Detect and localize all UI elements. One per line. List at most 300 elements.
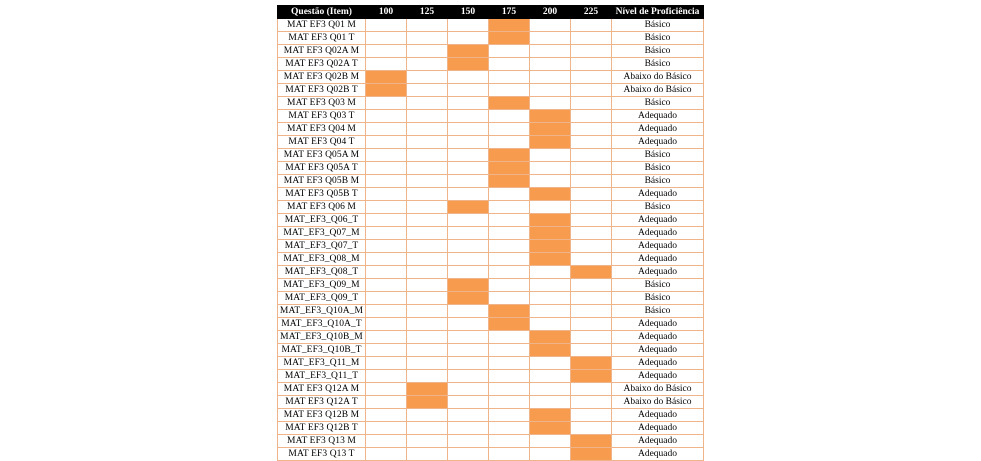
level-cell-150 <box>448 318 489 331</box>
level-marker-175 <box>489 97 530 110</box>
level-cell-225 <box>571 305 612 318</box>
proficiency-label: Básico <box>612 279 704 292</box>
item-cell: MAT EF3 Q02A M <box>278 45 366 58</box>
item-cell: MAT EF3 Q05B T <box>278 188 366 201</box>
level-cell-200 <box>530 448 571 461</box>
table-row <box>278 45 704 58</box>
level-cell-150 <box>448 227 489 240</box>
level-cell-225 <box>571 32 612 45</box>
level-cell-125 <box>407 45 448 58</box>
proficiency-label: Adequado <box>612 240 704 253</box>
level-cell-100 <box>366 188 407 201</box>
level-cell-175 <box>489 344 530 357</box>
level-cell-225 <box>571 201 612 214</box>
level-cell-125 <box>407 266 448 279</box>
level-cell-125 <box>407 214 448 227</box>
table-row <box>278 422 704 435</box>
item-cell: MAT EF3 Q04 T <box>278 136 366 149</box>
level-cell-225 <box>571 97 612 110</box>
level-cell-150 <box>448 123 489 136</box>
item-cell: MAT_EF3_Q10A_T <box>278 318 366 331</box>
level-cell-125 <box>407 162 448 175</box>
level-cell-200 <box>530 292 571 305</box>
proficiency-label: Adequado <box>612 253 704 266</box>
level-cell-175 <box>489 240 530 253</box>
level-cell-200 <box>530 19 571 32</box>
item-cell: MAT EF3 Q06 M <box>278 201 366 214</box>
level-marker-150 <box>448 58 489 71</box>
level-cell-200 <box>530 45 571 58</box>
item-cell: MAT EF3 Q05A T <box>278 162 366 175</box>
proficiency-label: Adequado <box>612 123 704 136</box>
item-cell: MAT_EF3_Q10B_M <box>278 331 366 344</box>
level-cell-225 <box>571 45 612 58</box>
table-row <box>278 84 704 97</box>
level-cell-225 <box>571 214 612 227</box>
level-cell-100 <box>366 19 407 32</box>
item-cell: MAT_EF3_Q07_T <box>278 240 366 253</box>
level-cell-150 <box>448 84 489 97</box>
item-cell: MAT EF3 Q03 M <box>278 97 366 110</box>
level-cell-200 <box>530 32 571 45</box>
level-cell-150 <box>448 97 489 110</box>
proficiency-label: Adequado <box>612 214 704 227</box>
item-cell: MAT EF3 Q13 M <box>278 435 366 448</box>
level-cell-175 <box>489 292 530 305</box>
level-cell-200 <box>530 201 571 214</box>
table-row <box>278 448 704 461</box>
table-row <box>278 253 704 266</box>
level-cell-175 <box>489 448 530 461</box>
proficiency-label: Básico <box>612 175 704 188</box>
proficiency-label: Abaixo do Básico <box>612 396 704 409</box>
table-body <box>278 19 704 461</box>
table-row <box>278 19 704 32</box>
level-cell-150 <box>448 409 489 422</box>
level-cell-100 <box>366 279 407 292</box>
item-cell: MAT EF3 Q05A M <box>278 149 366 162</box>
proficiency-label: Adequado <box>612 110 704 123</box>
level-cell-150 <box>448 71 489 84</box>
level-cell-100 <box>366 318 407 331</box>
level-cell-175 <box>489 110 530 123</box>
item-cell: MAT EF3 Q12A M <box>278 383 366 396</box>
level-marker-200 <box>530 136 571 149</box>
level-marker-225 <box>571 370 612 383</box>
level-marker-200 <box>530 110 571 123</box>
item-cell: MAT EF3 Q04 M <box>278 123 366 136</box>
level-cell-125 <box>407 84 448 97</box>
item-cell: MAT_EF3_Q07_M <box>278 227 366 240</box>
table-row <box>278 58 704 71</box>
level-cell-100 <box>366 344 407 357</box>
level-marker-200 <box>530 409 571 422</box>
level-marker-175 <box>489 162 530 175</box>
proficiency-label: Básico <box>612 292 704 305</box>
level-cell-100 <box>366 162 407 175</box>
table-row <box>278 149 704 162</box>
level-cell-125 <box>407 292 448 305</box>
proficiency-label: Básico <box>612 45 704 58</box>
table-row <box>278 240 704 253</box>
proficiency-label: Adequado <box>612 331 704 344</box>
level-cell-100 <box>366 331 407 344</box>
level-cell-100 <box>366 357 407 370</box>
item-cell: MAT_EF3_Q09_M <box>278 279 366 292</box>
level-cell-175 <box>489 71 530 84</box>
level-cell-150 <box>448 383 489 396</box>
level-cell-225 <box>571 344 612 357</box>
item-cell: MAT EF3 Q01 M <box>278 19 366 32</box>
level-cell-125 <box>407 331 448 344</box>
proficiency-label: Adequado <box>612 136 704 149</box>
level-marker-150 <box>448 45 489 58</box>
level-cell-100 <box>366 409 407 422</box>
level-marker-200 <box>530 253 571 266</box>
level-cell-150 <box>448 266 489 279</box>
table-row <box>278 396 704 409</box>
item-cell: MAT_EF3_Q10A_M <box>278 305 366 318</box>
level-cell-100 <box>366 214 407 227</box>
item-cell: MAT_EF3_Q08_M <box>278 253 366 266</box>
table-row <box>278 357 704 370</box>
level-cell-175 <box>489 435 530 448</box>
proficiency-label: Adequado <box>612 370 704 383</box>
header-proficiency: Nível de Proficiência <box>612 6 704 19</box>
table-row <box>278 435 704 448</box>
table-row <box>278 110 704 123</box>
level-cell-125 <box>407 32 448 45</box>
level-cell-225 <box>571 71 612 84</box>
level-cell-100 <box>366 97 407 110</box>
level-cell-125 <box>407 175 448 188</box>
level-marker-200 <box>530 240 571 253</box>
level-marker-175 <box>489 318 530 331</box>
table-row <box>278 201 704 214</box>
level-cell-225 <box>571 292 612 305</box>
header-175: 175 <box>489 6 530 19</box>
level-cell-225 <box>571 331 612 344</box>
level-cell-100 <box>366 149 407 162</box>
item-cell: MAT EF3 Q02B M <box>278 71 366 84</box>
header-150: 150 <box>448 6 489 19</box>
level-marker-200 <box>530 214 571 227</box>
level-cell-225 <box>571 84 612 97</box>
item-cell: MAT_EF3_Q08_T <box>278 266 366 279</box>
level-cell-200 <box>530 383 571 396</box>
proficiency-label: Básico <box>612 149 704 162</box>
level-cell-175 <box>489 214 530 227</box>
level-cell-175 <box>489 227 530 240</box>
header-225: 225 <box>571 6 612 19</box>
proficiency-label: Adequado <box>612 435 704 448</box>
level-cell-225 <box>571 149 612 162</box>
table-row <box>278 214 704 227</box>
level-cell-100 <box>366 227 407 240</box>
proficiency-label: Adequado <box>612 227 704 240</box>
level-cell-200 <box>530 435 571 448</box>
level-cell-150 <box>448 253 489 266</box>
proficiency-label: Básico <box>612 201 704 214</box>
level-cell-100 <box>366 240 407 253</box>
level-cell-150 <box>448 175 489 188</box>
proficiency-label: Básico <box>612 97 704 110</box>
proficiency-label: Adequado <box>612 422 704 435</box>
table-row <box>278 136 704 149</box>
table-row <box>278 279 704 292</box>
level-cell-100 <box>366 136 407 149</box>
level-marker-175 <box>489 175 530 188</box>
table-row <box>278 97 704 110</box>
level-cell-200 <box>530 357 571 370</box>
header-125: 125 <box>407 6 448 19</box>
item-cell: MAT EF3 Q02A T <box>278 58 366 71</box>
table-row <box>278 227 704 240</box>
level-cell-200 <box>530 370 571 383</box>
table-row <box>278 370 704 383</box>
table-row <box>278 123 704 136</box>
level-cell-150 <box>448 240 489 253</box>
item-cell: MAT EF3 Q02B T <box>278 84 366 97</box>
proficiency-label: Básico <box>612 32 704 45</box>
level-cell-175 <box>489 357 530 370</box>
level-marker-225 <box>571 448 612 461</box>
table-row <box>278 305 704 318</box>
table-row <box>278 292 704 305</box>
level-cell-125 <box>407 149 448 162</box>
level-cell-200 <box>530 266 571 279</box>
header-item: Questão (Item) <box>278 6 366 19</box>
level-marker-100 <box>366 71 407 84</box>
item-cell: MAT_EF3_Q10B_T <box>278 344 366 357</box>
level-cell-150 <box>448 344 489 357</box>
level-cell-150 <box>448 305 489 318</box>
proficiency-label: Abaixo do Básico <box>612 383 704 396</box>
level-cell-125 <box>407 188 448 201</box>
level-cell-200 <box>530 71 571 84</box>
level-marker-125 <box>407 383 448 396</box>
level-cell-125 <box>407 240 448 253</box>
level-cell-100 <box>366 396 407 409</box>
level-cell-150 <box>448 370 489 383</box>
proficiency-label: Básico <box>612 58 704 71</box>
level-cell-100 <box>366 435 407 448</box>
item-cell: MAT_EF3_Q11_M <box>278 357 366 370</box>
table-row <box>278 331 704 344</box>
table-row <box>278 175 704 188</box>
level-marker-150 <box>448 292 489 305</box>
level-cell-175 <box>489 45 530 58</box>
table-row <box>278 71 704 84</box>
level-cell-150 <box>448 162 489 175</box>
level-cell-175 <box>489 58 530 71</box>
proficiency-label: Adequado <box>612 448 704 461</box>
level-marker-175 <box>489 19 530 32</box>
level-cell-200 <box>530 84 571 97</box>
item-cell: MAT EF3 Q05B M <box>278 175 366 188</box>
level-cell-175 <box>489 370 530 383</box>
proficiency-label: Abaixo do Básico <box>612 84 704 97</box>
table-row <box>278 318 704 331</box>
level-cell-100 <box>366 253 407 266</box>
level-cell-225 <box>571 253 612 266</box>
level-cell-125 <box>407 357 448 370</box>
level-cell-225 <box>571 318 612 331</box>
item-cell: MAT_EF3_Q11_T <box>278 370 366 383</box>
level-cell-175 <box>489 136 530 149</box>
level-cell-150 <box>448 331 489 344</box>
level-cell-125 <box>407 136 448 149</box>
level-cell-200 <box>530 305 571 318</box>
level-cell-100 <box>366 175 407 188</box>
level-marker-125 <box>407 396 448 409</box>
level-marker-150 <box>448 201 489 214</box>
level-cell-125 <box>407 110 448 123</box>
header-100: 100 <box>366 6 407 19</box>
level-cell-125 <box>407 370 448 383</box>
level-cell-150 <box>448 110 489 123</box>
level-marker-175 <box>489 149 530 162</box>
level-cell-150 <box>448 188 489 201</box>
level-cell-125 <box>407 435 448 448</box>
level-marker-175 <box>489 305 530 318</box>
level-cell-150 <box>448 396 489 409</box>
item-cell: MAT EF3 Q13 T <box>278 448 366 461</box>
level-cell-175 <box>489 396 530 409</box>
level-cell-125 <box>407 123 448 136</box>
level-marker-225 <box>571 266 612 279</box>
level-cell-225 <box>571 227 612 240</box>
level-cell-100 <box>366 32 407 45</box>
level-marker-225 <box>571 357 612 370</box>
level-cell-200 <box>530 162 571 175</box>
level-cell-100 <box>366 305 407 318</box>
level-cell-200 <box>530 396 571 409</box>
level-cell-150 <box>448 357 489 370</box>
level-cell-175 <box>489 409 530 422</box>
level-marker-200 <box>530 188 571 201</box>
level-cell-100 <box>366 370 407 383</box>
level-cell-150 <box>448 149 489 162</box>
level-marker-225 <box>571 435 612 448</box>
level-cell-125 <box>407 422 448 435</box>
level-cell-100 <box>366 422 407 435</box>
level-marker-200 <box>530 123 571 136</box>
level-cell-125 <box>407 344 448 357</box>
item-cell: MAT EF3 Q01 T <box>278 32 366 45</box>
level-marker-200 <box>530 331 571 344</box>
level-cell-125 <box>407 201 448 214</box>
item-cell: MAT_EF3_Q09_T <box>278 292 366 305</box>
item-cell: MAT_EF3_Q06_T <box>278 214 366 227</box>
header-200: 200 <box>530 6 571 19</box>
level-cell-125 <box>407 58 448 71</box>
level-marker-200 <box>530 227 571 240</box>
level-cell-100 <box>366 383 407 396</box>
level-cell-150 <box>448 448 489 461</box>
level-marker-100 <box>366 84 407 97</box>
table-row <box>278 32 704 45</box>
level-cell-225 <box>571 409 612 422</box>
level-cell-175 <box>489 84 530 97</box>
level-cell-150 <box>448 32 489 45</box>
level-cell-100 <box>366 45 407 58</box>
level-marker-200 <box>530 422 571 435</box>
level-cell-150 <box>448 136 489 149</box>
proficiency-label: Básico <box>612 305 704 318</box>
level-cell-200 <box>530 58 571 71</box>
level-cell-125 <box>407 305 448 318</box>
level-cell-100 <box>366 292 407 305</box>
level-cell-125 <box>407 71 448 84</box>
level-cell-175 <box>489 123 530 136</box>
level-cell-225 <box>571 396 612 409</box>
level-cell-150 <box>448 214 489 227</box>
item-cell: MAT EF3 Q03 T <box>278 110 366 123</box>
level-cell-175 <box>489 253 530 266</box>
table-row <box>278 266 704 279</box>
header-row <box>278 6 704 19</box>
level-cell-200 <box>530 318 571 331</box>
level-cell-125 <box>407 409 448 422</box>
level-cell-200 <box>530 149 571 162</box>
proficiency-label: Adequado <box>612 357 704 370</box>
level-cell-225 <box>571 279 612 292</box>
level-cell-225 <box>571 240 612 253</box>
proficiency-label: Abaixo do Básico <box>612 71 704 84</box>
proficiency-table <box>277 5 704 461</box>
item-cell: MAT EF3 Q12B T <box>278 422 366 435</box>
table-row <box>278 409 704 422</box>
level-cell-225 <box>571 422 612 435</box>
level-cell-175 <box>489 201 530 214</box>
level-cell-125 <box>407 19 448 32</box>
level-cell-125 <box>407 279 448 292</box>
level-cell-125 <box>407 227 448 240</box>
level-cell-100 <box>366 201 407 214</box>
level-cell-150 <box>448 435 489 448</box>
level-cell-100 <box>366 110 407 123</box>
proficiency-label: Adequado <box>612 188 704 201</box>
table-row <box>278 188 704 201</box>
level-cell-175 <box>489 331 530 344</box>
proficiency-label: Adequado <box>612 318 704 331</box>
level-cell-225 <box>571 175 612 188</box>
level-cell-175 <box>489 266 530 279</box>
proficiency-label: Adequado <box>612 266 704 279</box>
table-row <box>278 162 704 175</box>
level-cell-175 <box>489 279 530 292</box>
level-cell-125 <box>407 97 448 110</box>
level-marker-150 <box>448 279 489 292</box>
level-cell-125 <box>407 448 448 461</box>
level-cell-225 <box>571 19 612 32</box>
level-cell-225 <box>571 383 612 396</box>
level-marker-200 <box>530 344 571 357</box>
level-cell-200 <box>530 279 571 292</box>
table-row <box>278 383 704 396</box>
level-cell-225 <box>571 123 612 136</box>
level-cell-150 <box>448 19 489 32</box>
level-cell-175 <box>489 383 530 396</box>
item-cell: MAT EF3 Q12A T <box>278 396 366 409</box>
table-row <box>278 344 704 357</box>
level-cell-225 <box>571 136 612 149</box>
level-marker-175 <box>489 32 530 45</box>
level-cell-225 <box>571 162 612 175</box>
item-cell: MAT EF3 Q12B M <box>278 409 366 422</box>
proficiency-label: Adequado <box>612 409 704 422</box>
